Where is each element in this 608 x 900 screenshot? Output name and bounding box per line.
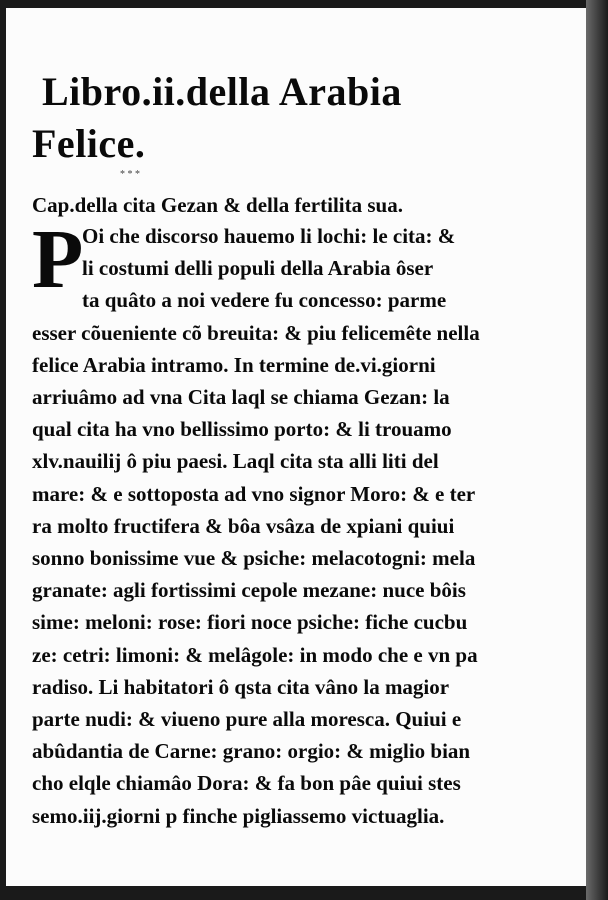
body-line: Oi che discorso hauemo li lochi: le cita: & [82, 224, 456, 248]
body-line: mare: & e sottoposta ad vno signor Moro: & e ter [32, 481, 476, 506]
body-line: ra molto fructifera & bôa vsâza de xpiani quiui [32, 513, 455, 538]
body-line: cho elqle chiamâo Dora: & fa bon pâe quiui stes [32, 771, 461, 796]
book-title [32, 66, 577, 170]
book-page [6, 8, 586, 886]
title-line-2: Felice. [32, 121, 146, 166]
page-edge-shadow [586, 0, 608, 900]
body-line: sime: meloni: rose: fiori noce psiche: fiche cucbu [32, 610, 468, 635]
body-line: granate: agli fortissimi cepole mezane: nuce bôis [32, 578, 466, 603]
body-line: arriuâmo ad vna Cita laql se chiama Gezan: la [32, 385, 450, 410]
title-line-1: Libro.ii.della Arabia [42, 69, 402, 114]
body-line: li costumi delli populi della Arabia ôser [82, 256, 434, 281]
body-line: xlv.nauilij ô piu paesi. Laql cita sta alli liti del [32, 449, 439, 474]
body-line: radiso. Li habitatori ô qsta cita vâno la magior [32, 674, 450, 699]
drop-cap-initial: P [32, 213, 84, 306]
body-line: felice Arabia intramo. In termine de.vi.giorni [32, 352, 436, 377]
body-text [32, 213, 577, 832]
body-line: parte nudi: & viueno pure alla moresca. Quiui e [32, 707, 462, 732]
body-line: ta quâto a noi vedere fu concesso: parme [82, 288, 447, 313]
body-line: sonno bonissime vue & psiche: melacotogni: mela [32, 546, 476, 571]
body-line: ze: cetri: limoni: & melâgole: in modo che e vn pa [32, 642, 478, 667]
body-line: esser cõueniente cõ breuita: & piu felicemête nella [32, 320, 480, 345]
body-line: abûdantia de Carne: grano: orgio: & miglio bian [32, 739, 471, 764]
ornament-marks: * * * [120, 169, 140, 180]
page-text-block [32, 66, 577, 832]
body-line: qual cita ha vno bellissimo porto: & li trouamo [32, 417, 452, 442]
chapter-heading: Cap.della cita Gezan & della fertilita sua. [32, 193, 403, 217]
body-line: semo.iij.giorni p finche pigliassemo victuaglia. [32, 803, 445, 828]
